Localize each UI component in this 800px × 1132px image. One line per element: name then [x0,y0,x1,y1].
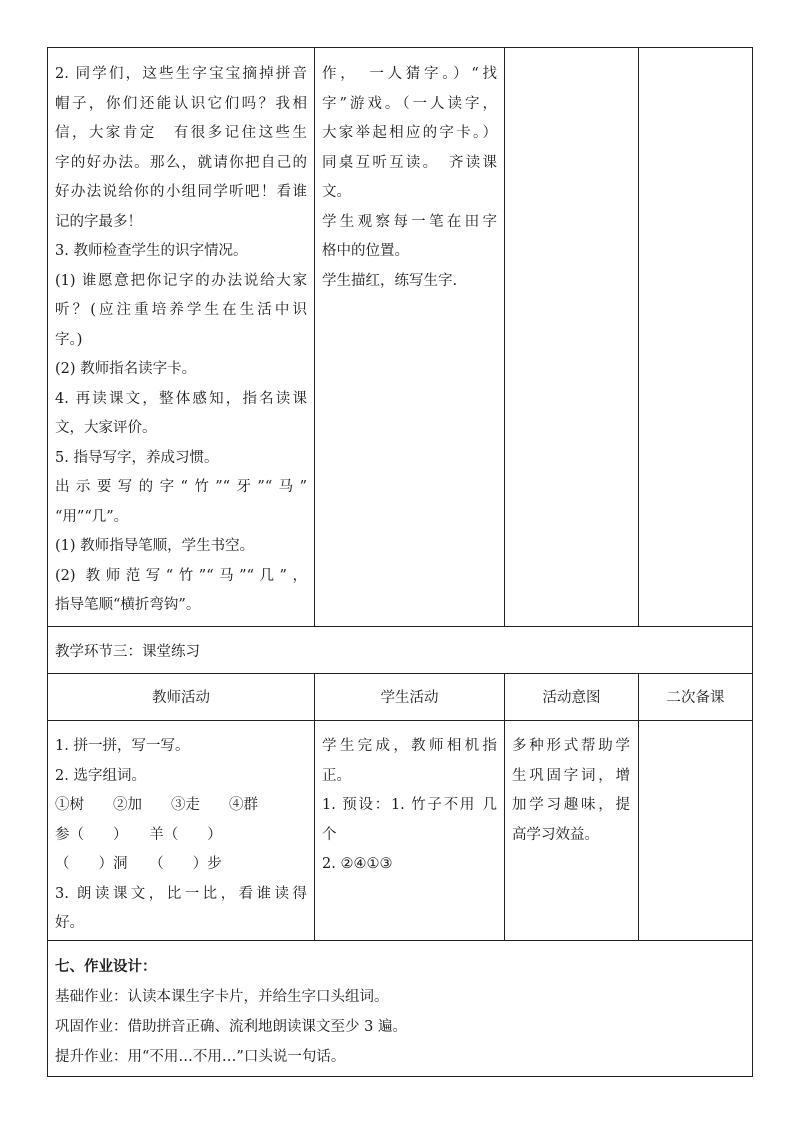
homework-advanced: 提升作业：用“不用…不用…”口头说一句话。 [55,1049,346,1065]
table-border-bottom [47,1076,753,1077]
text-line: 作， 一人猜字。）“找 [322,66,497,82]
text-line: 2. 同学们，这些生字宝宝摘掉拼音 [55,66,307,82]
col-divider-1-top [314,47,315,627]
text-line: (1) 谁愿意把你记字的办法说给大家 [55,272,307,289]
header-activity-purpose: 活动意图 [542,690,601,706]
header-student-activity: 学生活动 [380,690,439,706]
text-line: 同桌互听互读。 齐读课 [322,154,497,171]
text-line: 5. 指导写字，养成习惯。 [55,449,219,466]
text-line: 好。 [55,915,84,931]
col-divider-3-top [638,47,639,627]
row-divider-section3 [47,626,753,627]
text-line: 多种形式帮助学 [512,738,630,754]
homework-consolidate: 巩固作业：借助拼音正确、流利地朗读课文至少 3 遍。 [55,1019,407,1035]
homework-title: 七、作业设计： [55,958,157,975]
text-line: 个 [322,826,337,843]
text-line: 字”游戏。（一人读字， [322,95,497,112]
exercise-teacher-activity [55,732,307,939]
text-line: (1) 教师指导笔顺，学生书空。 [55,538,255,554]
text-line: “用”“几”。 [55,508,129,525]
text-line: 大家举起相应的字卡。） [322,125,497,141]
text-line: 学生完成，教师相机指 [322,738,497,754]
text-line: 2. 选字组词。 [55,767,146,784]
row-divider-homework [47,940,753,941]
text-line: 信，大家肯定 有很多记住这些生 [55,125,307,141]
top-student-activity [322,60,497,296]
text-line: 3. 教师检查学生的识字情况。 [55,243,248,259]
col-divider-2-top [504,47,505,627]
exercise-student-activity [322,732,497,880]
text-line: 参（ ） 羊（ ） [55,826,222,843]
top-teacher-activity [55,60,307,621]
text-line: 帽子，你们还能认识它们吗？我相 [55,95,307,112]
text-line: 听？(应注重培养学生在生活中识 [55,302,307,318]
table-border-top [47,47,753,48]
header-teacher-activity: 教师活动 [152,690,210,706]
text-line: 2. ②④①③ [322,856,393,872]
table-border-right [752,47,753,1077]
homework-design [55,952,745,1072]
table-border-left [47,47,48,1077]
text-line: 3. 朗读课文，比一比，看谁读得 [55,885,307,902]
text-line: 1. 预设：1. 竹子不用 几 [322,797,497,813]
text-line: 4. 再读课文，整体感知，指名读课 [55,390,307,407]
text-line: 加学习趣味，提 [512,797,630,813]
text-line: 文，大家评价。 [55,420,157,436]
homework-basic: 基础作业：认读本课生字卡片，并给生字口头组词。 [55,989,389,1005]
text-line: 生巩固字词，增 [512,767,630,784]
text-line: 出示要写的字“竹”“牙”“马” [55,479,307,495]
text-line: 高学习效益。 [512,826,599,843]
text-line: 好办法说给你的小组同学听吧！看谁 [55,184,307,200]
text-line: 学生描红，练写生字. [322,272,458,289]
header-second-preparation: 二次备课 [666,690,725,706]
text-line: 文。 [322,184,351,200]
text-line: 记的字最多！ [55,213,142,230]
text-line: 学生观察每一笔在田字 [322,213,497,230]
section-title: 教学环节三：课堂练习 [55,644,200,660]
text-line: 字的好办法。那么，就请你把自己的 [55,154,307,171]
text-line: 指导笔顺“横折弯钩”。 [55,597,201,613]
text-line: 正。 [322,767,351,784]
text-line: (2) 教师指名读字卡。 [55,361,197,377]
text-line: 1. 拼一拼，写一写。 [55,738,190,754]
exercise-activity-purpose [512,732,630,850]
text-line: ①树 ②加 ③走 ④群 [55,797,258,813]
text-line: 格中的位置。 [322,243,409,259]
text-line: 字。) [55,331,83,348]
text-line: (2) 教师范写“竹”“马”“几”， [55,567,307,584]
text-line: （ ）洞 （ ）步 [55,856,222,872]
